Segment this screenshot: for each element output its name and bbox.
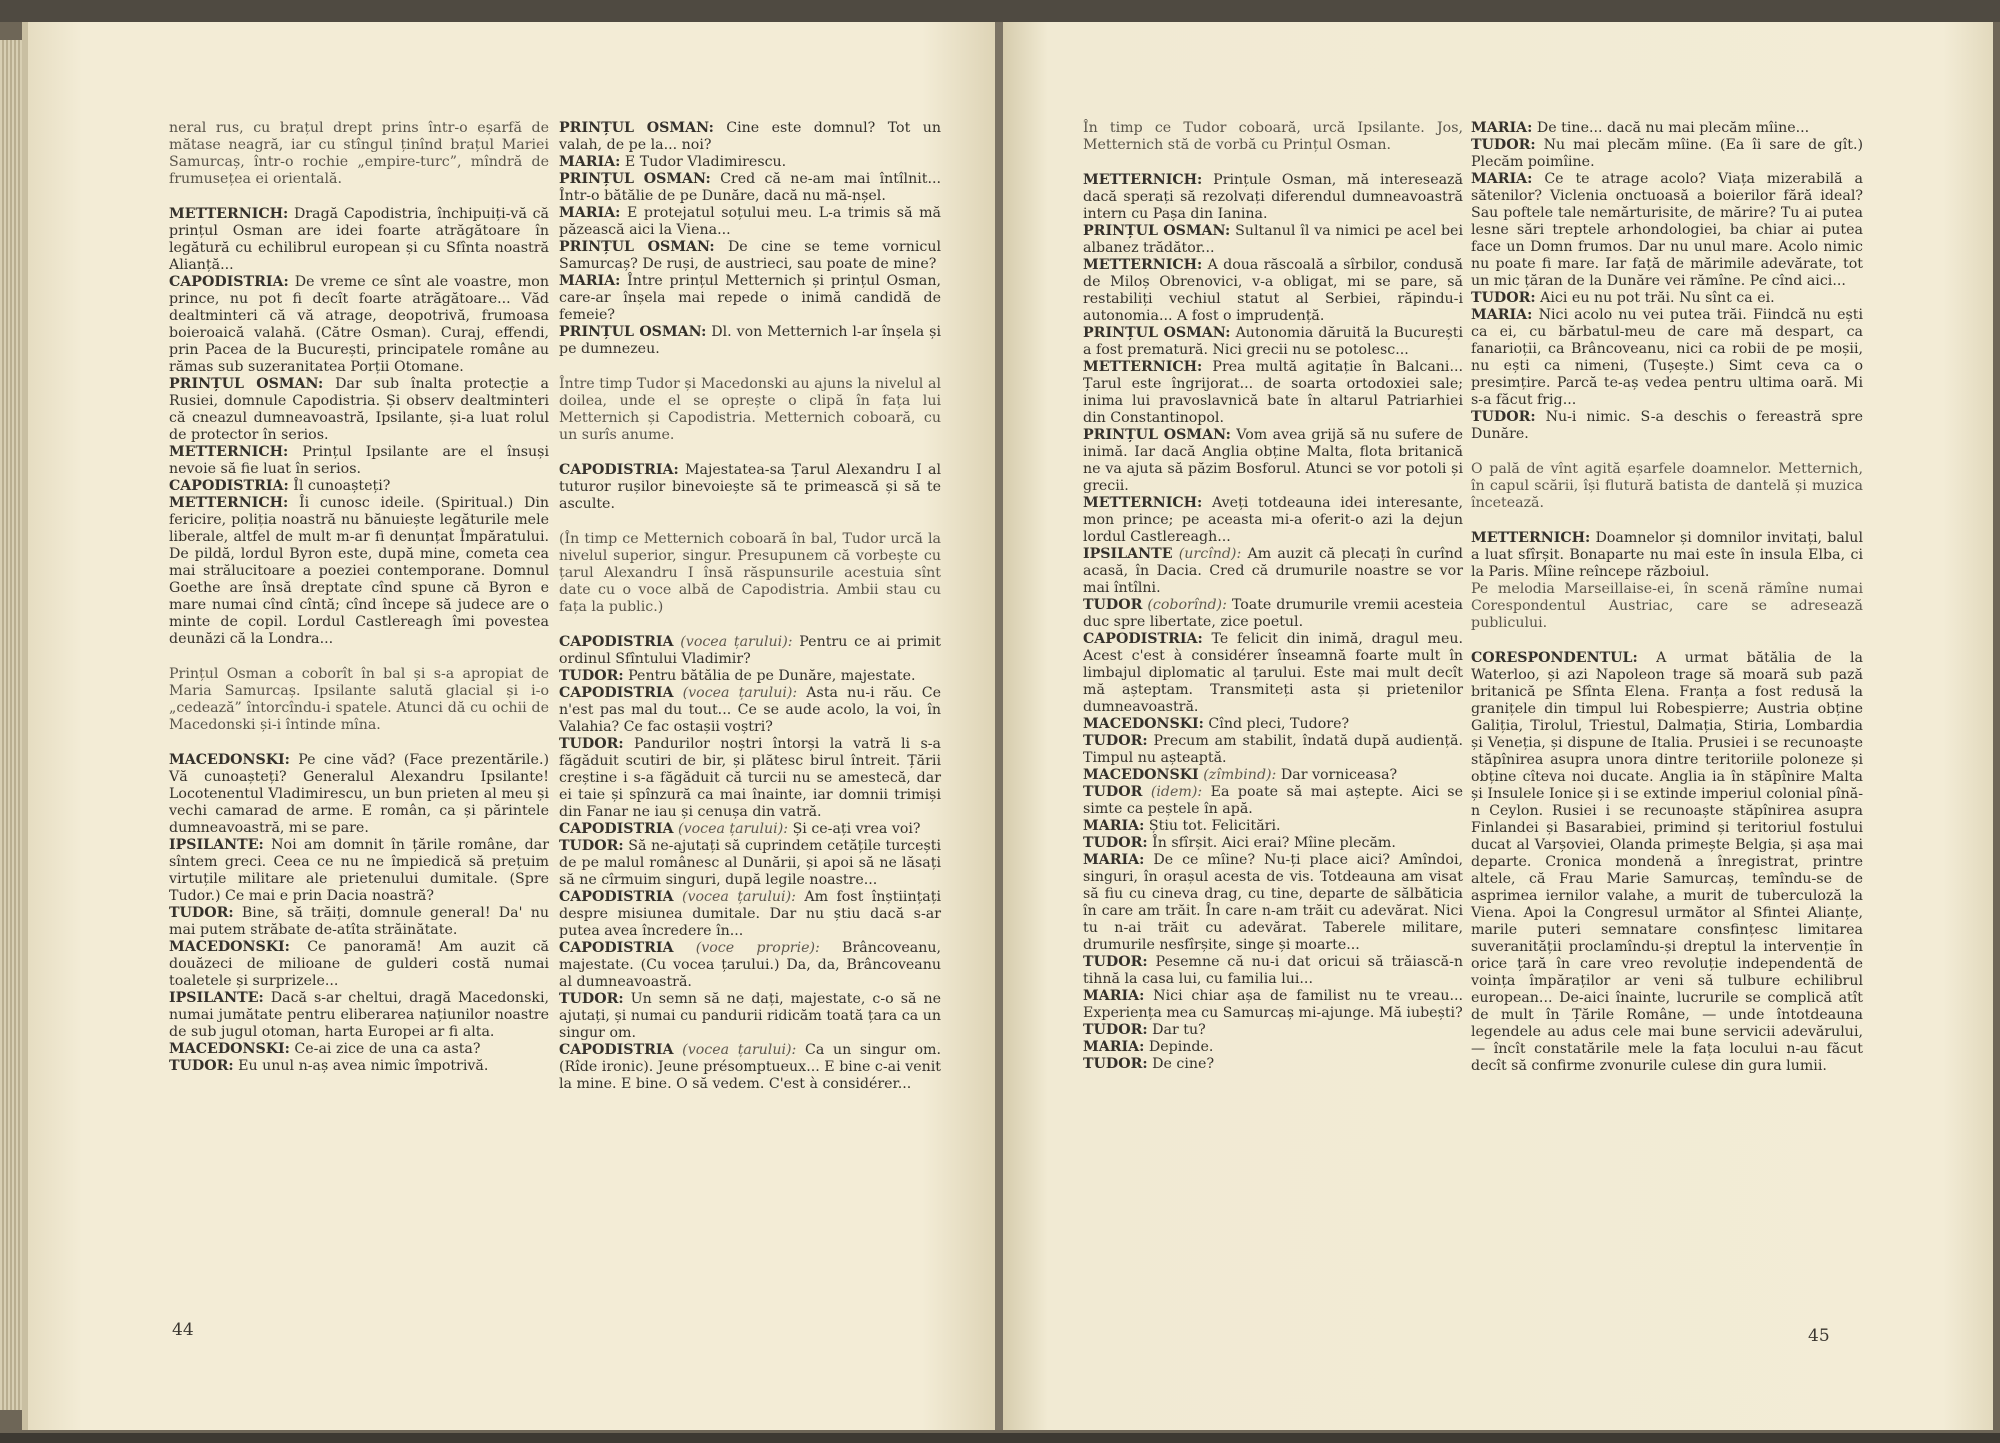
dialogue-line — [559, 736, 941, 821]
speaker-name: TUDOR: — [559, 736, 624, 752]
dialogue-line — [169, 444, 549, 478]
dialogue-text: Cred că ne-am mai întîlnit... Într-o bătălie de pe Dunăre, dacă nu mă-nșel. — [559, 171, 941, 204]
dialogue-line — [1471, 171, 1863, 290]
dialogue-line — [1083, 427, 1463, 495]
dialogue-text: De tine... dacă nu mai plecăm mîine... — [1536, 120, 1810, 136]
dialogue-text: Și ce-ați vrea voi? — [792, 821, 921, 837]
dialogue-text: Bine, să trăiți, domnule general! Da' nu mai putem străbate de-atîta străinătate. — [169, 905, 549, 938]
speaker-name: MARIA: — [1471, 171, 1533, 187]
dialogue-line — [169, 1058, 549, 1075]
dialogue-line — [169, 274, 549, 376]
dialogue-line — [1083, 597, 1463, 631]
left-page — [22, 22, 997, 1430]
dialogue-text: Nici acolo nu vei putea trăi. Fiindcă nu ești ca ei, cu bărbatul-meu de care mă despart, ca fanarioții, ca Brâncoveanu, nici ca robii de pe moșii, nu ești ca nimeni, (Tușește.) Simt ceva ca o presimțire. Parcă te-aș vedea pentru ultima oară. Mi s-a făcut frig... — [1471, 307, 1864, 408]
speaker-name: PRINȚUL OSMAN: — [1083, 427, 1231, 443]
dialogue-line — [1471, 409, 1863, 443]
dialogue-line — [1083, 818, 1463, 835]
stage-direction-text: Pe melodia Marseillaise-ei, în scenă rămîne numai Corespondentul Austriac, care se adresează publicului. — [1471, 581, 1863, 631]
speaker-name: TUDOR: — [1471, 409, 1536, 425]
right-page — [1003, 22, 1993, 1430]
speaker-name: MACEDONSKI: — [1083, 716, 1204, 732]
dialogue-text: Dacă s-ar cheltui, dragă Macedonski, numai jumătate pentru eliberarea națiunilor noastre de sub jugul otoman, harta Europei ar fi alta. — [169, 990, 549, 1040]
dialogue-text: Majestatea-sa Țarul Alexandru I al tuturor rușilor binevoiește să te primească și să te asculte. — [559, 462, 942, 512]
dialogue-line — [559, 634, 941, 668]
dialogue-text: Am fost înștiințați despre misiunea dumitale. Dar nu știu dacă s-ar putea avea încredere în... — [559, 889, 942, 939]
speaker-name: MACEDONSKI: — [169, 1041, 290, 1057]
dialogue-text: Nu mai plecăm mîine. (Ea îi sare de gît.) Plecăm poimîine. — [1471, 137, 1863, 170]
speaker-name: TUDOR: — [1471, 137, 1536, 153]
speaker-name: METTERNICH: — [169, 444, 289, 460]
dialogue-line — [1083, 988, 1463, 1022]
dialogue-text: Nu-i nimic. S-a deschis o fereastră spre Dunăre. — [1471, 409, 1863, 442]
speaker-name: CAPODISTRIA: — [169, 478, 289, 494]
page-edges — [0, 40, 22, 1410]
speaker-name: PRINȚUL OSMAN: — [169, 376, 324, 392]
dialogue-line — [1471, 290, 1863, 307]
dialogue-line — [559, 239, 941, 273]
dialogue-line — [559, 991, 941, 1042]
stage-direction-text: (În timp ce Metternich coboară în bal, Tudor urcă la nivelul superior, singur. Presupunem că vorbește cu țarul Alexandru I însă răspunsurile acestuia sînt date cu o voce albă de Capodistria. Ambii stau cu fața la public.) — [559, 531, 941, 615]
speaker-name: MARIA: — [1083, 852, 1145, 868]
speaker-direction: (idem): — [1150, 784, 1203, 800]
dialogue-text: Pentru bătălia de pe Dunăre, majestate. — [628, 668, 916, 684]
dialogue-text: Prințul Ipsilante are el însuși nevoie să fie luat în serios. — [169, 444, 549, 477]
dialogue-line — [169, 478, 549, 495]
speaker-direction: (vocea țarului): — [682, 685, 798, 701]
dialogue-text: Prea multă agitație în Balcani... Țarul este îngrijorat... de soarta ortodoxiei sale; inima lui pravoslavnică bate în altarul Patriarhiei din Constantinopol. — [1083, 359, 1463, 426]
dialogue-line — [169, 376, 549, 444]
left-page-column-2 — [559, 120, 941, 1093]
speaker-name: PRINȚUL OSMAN: — [559, 120, 714, 136]
speaker-name: TUDOR: — [1083, 1056, 1148, 1072]
dialogue-text: Asta nu-i rău. Ce n'est pas mal du tout... Ce se aude acolo, la voi, în Valahia? Ce fac ostașii voștri? — [559, 685, 941, 735]
dialogue-text: Eu unul n-aș avea nimic împotrivă. — [238, 1058, 489, 1074]
speaker-direction: (urcînd): — [1178, 546, 1242, 562]
dialogue-line — [169, 837, 549, 905]
dialogue-line — [1471, 307, 1863, 409]
speaker-name: PRINȚUL OSMAN: — [559, 324, 707, 340]
dialogue-line — [169, 939, 549, 990]
speaker-name: TUDOR: — [169, 905, 234, 921]
dialogue-line — [1083, 546, 1463, 597]
dialogue-text: Un semn să ne dați, majestate, c-o să ne ajutați, și numai cu pandurii ridicăm toată țara ca un singur om. — [559, 991, 941, 1041]
speaker-name: CAPODISTRIA — [559, 634, 674, 650]
dialogue-text: De cine? — [1152, 1056, 1215, 1072]
dialogue-line — [559, 324, 941, 358]
dialogue-line — [1083, 359, 1463, 427]
dialogue-line — [1083, 631, 1463, 716]
dialogue-text: Ca un singur om. (Rîde ironic). Jeune présomptueux... E bine c-ai venit la mine. E bine. O să vedem. C'est à considérer... — [559, 1042, 941, 1092]
dialogue-text: Autonomia dăruită la București a fost prematură. Nici grecii nu se potolesc... — [1083, 325, 1464, 358]
dialogue-line — [169, 905, 549, 939]
book-cover-top — [0, 0, 2000, 22]
dialogue-text: Nici chiar așa de familist nu te vreau... Experiența mea cu Samurcaș mi-ajunge. Mă iubești? — [1083, 988, 1463, 1021]
dialogue-line — [559, 120, 941, 154]
dialogue-text: Cine este domnul? Tot un valah, de pe la... noi? — [559, 120, 941, 153]
left-page-column-1 — [169, 120, 549, 1075]
dialogue-line — [559, 1042, 941, 1093]
dialogue-text: În sfîrșit. Aici erai? Mîine plecăm. — [1152, 835, 1396, 851]
dialogue-text: Doamnelor și domnilor invitați, balul a luat sfîrșit. Bonaparte nu mai este în insula Elba, ci la Paris. Mîine reîncepe războiul. — [1471, 530, 1863, 580]
stage-direction — [559, 531, 941, 616]
speaker-name: CORESPONDENTUL: — [1471, 650, 1638, 666]
speaker-name: MARIA: — [1471, 120, 1533, 136]
dialogue-line — [1083, 1022, 1463, 1039]
dialogue-line — [1083, 172, 1463, 223]
dialogue-text: Precum am stabilit, îndată după audiență. Timpul nu așteaptă. — [1083, 733, 1463, 766]
dialogue-text: Brâncoveanu, majestate. (Cu vocea țarului.) Da, da, Brâncoveanu al dumneavoastră. — [559, 940, 941, 990]
dialogue-text: A urmat bătălia de la Waterloo, și azi Napoleon trage să moară sub pază britanică pe Sfînta Elena. Franța a fost redusă la granițele din timpul lui Robespierre; Austria obține Galiția, Tirolul, Triestul, Dalmația, Stiria, Lombardia și Veneția, și dispune de Italia. Prusiei i se recunoaște stăpînirea asupra unora dintre teritoriile poloneze și obține cîteva noi ducate. Anglia ia în stăpînire Malta și Insulele Ionice și i se extinde imperiul colonial pînă-n Ceylon. Rusiei i se recunoaște stăpînirea asupra Finlandei și Basarabiei, primind și teritoriul fostului ducat al Varșoviei, Olanda primește Belgia, și așa mai departe. Cronica mondenă a înregistrat, printre altele, că Frau Marie Samurcaș, temîndu-se de asprimea iernilor valahe, a murit de tuberculoză la Viena. Apoi la Congresul următor al Sfintei Alianțe, marile puteri semnatare consfințesc limitarea suveranității proclamîndu-și dreptul la intervenție în orice țară în care vreo revoluție independentă de voința împăraților ar veni să tulbure echilibrul european... De-aici înainte, lucrurile se complică atît de mult în Țările Române, — unde întotdeauna legendele au adus cele mai bune servicii adevărului, — încît constatările mele la fața locului n-au făcut decît să confirme zvonurile culese din gura lumii. — [1471, 650, 1863, 1074]
speaker-name: TUDOR — [1083, 784, 1143, 800]
speaker-name: IPSILANTE: — [169, 990, 264, 1006]
dialogue-text: Noi am domnit în țările române, dar sîntem greci. Ceea ce nu ne împiedică să prețuim virtuțile militare ale prietenului dumitale. (Spre Tudor.) Ce mai e prin Dacia noastră? — [169, 837, 549, 904]
speaker-name: MARIA: — [559, 154, 621, 170]
dialogue-text: Dl. von Metternich l-ar înșela și pe dumnezeu. — [559, 324, 941, 357]
dialogue-text: Aveți totdeauna idei interesante, mon prince; pe aceasta mi-a oferit-o azi la dejun lordul Castlereagh... — [1083, 495, 1463, 545]
dialogue-line — [1083, 1039, 1463, 1056]
dialogue-text: A doua răscoală a sîrbilor, condusă de Miloș Obrenovici, v-a obligat, mi se pare, să restabiliți vechiul statut al Serbiei, răpindu-i autonomia... A fost o imprudență. — [1083, 257, 1463, 324]
speaker-direction: (vocea țarului): — [682, 1042, 797, 1058]
speaker-name: METTERNICH: — [1083, 359, 1203, 375]
dialogue-text: E protejatul soțului meu. L-a trimis să mă păzească aici la Viena... — [559, 205, 942, 238]
dialogue-line — [559, 889, 941, 940]
speaker-name: CAPODISTRIA: — [559, 462, 679, 478]
dialogue-text: Îi cunosc ideile. (Spiritual.) Din fericire, poliția noastră nu bănuiește legăturile mele liberale, altfel de mult m-ar fi denunțat Împăratului. De pildă, lordul Byron este, după mine, cometa cea mai strălucitoare a poeziei contemporane. Domnul Goethe are însă dreptate cînd spune că Byron e mare numai cînd cîntă; cînd începe să judece are o minte de copil. Lordul Castlereagh îmi povestea deunăzi că la Londra... — [169, 495, 549, 647]
speaker-name: METTERNICH: — [169, 206, 289, 222]
speaker-name: MARIA: — [1083, 818, 1145, 834]
speaker-name: MACEDONSKI — [1083, 767, 1199, 783]
speaker-name: TUDOR: — [1083, 1022, 1148, 1038]
dialogue-text: De cine se teme vornicul Samurcaș? De ruși, de austrieci, sau poate de mine? — [559, 239, 941, 272]
dialogue-line — [559, 205, 941, 239]
dialogue-text: Aici eu nu pot trăi. Nu sînt ca ei. — [1540, 290, 1775, 306]
speaker-direction: (vocea țarului): — [681, 889, 796, 905]
speaker-name: IPSILANTE: — [169, 837, 264, 853]
dialogue-text: Sultanul îl va nimici pe acel bei albanez trădător... — [1083, 223, 1463, 256]
speaker-direction: (vocea țarului): — [680, 634, 793, 650]
stage-direction-text: În timp ce Tudor coboară, urcă Ipsilante. Jos, Metternich stă de vorbă cu Prințul Osman. — [1083, 120, 1463, 153]
speaker-name: METTERNICH: — [169, 495, 289, 511]
dialogue-text: Pandurilor noștri întorși la vatră li s-a făgăduit scutiri de bir, și plătesc birul întreit. Țării creștine i s-a făgăduit că turcii nu se amestecă, dar ei taie și spînzură ca mai înainte, iar domnii trimiși din Fanar ne iau și cenușa din vatră. — [559, 736, 941, 820]
dialogue-text: Depinde. — [1148, 1039, 1214, 1055]
speaker-name: CAPODISTRIA — [559, 889, 674, 905]
stage-direction-text: O pală de vînt agită eșarfele doamnelor. Metternich, în capul scării, își flutură batista de dantelă și muzica încetează. — [1471, 461, 1863, 511]
dialogue-text: Între prințul Metternich și prințul Osman, care-ar înșela mai repede o inimă candidă de femeie? — [559, 273, 941, 323]
speaker-name: TUDOR: — [1471, 290, 1536, 306]
dialogue-text: De ce mîine? Nu-ți place aici? Amîndoi, singuri, în orașul acesta de vis. Totdeauna am visat să fiu cu cineva drag, cu tine, departe de sălbăticia în care am trăit. În care n-am trăit cu adevărat. Nici tu n-ai trăit cu adevărat. Taberele militare, drumurile nesfîrșite, singe și moarte... — [1083, 852, 1463, 953]
dialogue-text: Prințule Osman, mă interesează dacă sperați să rezolvați diferendul dumneavoastră intern cu Pașa din Ianina. — [1083, 172, 1463, 222]
speaker-name: METTERNICH: — [1083, 172, 1203, 188]
stage-direction — [559, 376, 941, 444]
stage-direction — [169, 666, 549, 734]
dialogue-line — [559, 685, 941, 736]
dialogue-text: Pe cine văd? (Face prezentările.) Vă cunoașteți? Generalul Alexandru Ipsilante! Locotenentul Vladimirescu, un bun prieten al meu și vechi camarad de arme. E român, ca și părintele dumneavoastră, mi se pare. — [169, 752, 550, 836]
dialogue-text: Îl cunoașteți? — [293, 478, 391, 494]
speaker-name: TUDOR: — [1083, 954, 1148, 970]
dialogue-line — [169, 1041, 549, 1058]
dialogue-line — [1083, 325, 1463, 359]
speaker-name: CAPODISTRIA: — [169, 274, 289, 290]
speaker-name: TUDOR: — [169, 1058, 234, 1074]
dialogue-line — [169, 752, 549, 837]
speaker-direction: (coborînd): — [1147, 597, 1227, 613]
speaker-name: TUDOR — [1083, 597, 1143, 613]
dialogue-line — [559, 940, 941, 991]
dialogue-text: Dar sub înalta protecție a Rusiei, domnule Capodistria. Și observ dealtminteri că cneazul dumneavoastră, Ipsilante, și-a luat rolul de protector în serios. — [169, 376, 549, 443]
dialogue-text: Toate drumurile vremii acesteia duc spre libertate, zice poetul. — [1083, 597, 1463, 630]
stage-direction — [1083, 120, 1463, 154]
speaker-name: PRINȚUL OSMAN: — [1083, 223, 1231, 239]
dialogue-line — [1083, 223, 1463, 257]
speaker-name: CAPODISTRIA — [559, 685, 674, 701]
stage-direction-text: Între timp Tudor și Macedonski au ajuns la nivelul al doilea, unde el se oprește o clipă în fața lui Metternich și Capodistria. Metternich coboară, cu un surîs anume. — [559, 376, 941, 443]
speaker-name: PRINȚUL OSMAN: — [559, 239, 715, 255]
speaker-name: MACEDONSKI: — [169, 752, 290, 768]
dialogue-text: Dar tu? — [1152, 1022, 1206, 1038]
dialogue-text: Știu tot. Felicitări. — [1148, 818, 1281, 834]
speaker-name: CAPODISTRIA — [559, 1042, 674, 1058]
speaker-name: MARIA: — [1471, 307, 1533, 323]
dialogue-line — [1083, 1056, 1463, 1073]
right-page-column-2 — [1471, 120, 1863, 1075]
speaker-name: TUDOR: — [559, 991, 624, 1007]
dialogue-line — [169, 206, 549, 274]
dialogue-line — [1083, 495, 1463, 546]
speaker-name: MARIA: — [559, 205, 621, 221]
stage-direction — [1471, 461, 1863, 512]
dialogue-line — [559, 273, 941, 324]
dialogue-line — [1471, 137, 1863, 171]
speaker-name: CAPODISTRIA — [559, 940, 674, 956]
speaker-name: TUDOR: — [559, 668, 624, 684]
speaker-name: CAPODISTRIA — [559, 821, 674, 837]
dialogue-text: Pesemne că nu-i dat oricui să trăiască-n tihnă la casa lui, cu familia lui... — [1083, 954, 1463, 987]
dialogue-text: Ce te atrage acolo? Viața mizerabilă a sătenilor? Viclenia onctuoasă a boierilor fără ideal? Sau poftele tale nemărturisite, de mărire? Tu ai putea lesne sări treptele arhondologiei, ba chiar ai putea face un Domn frumos. Dar nu unul mare. Acolo nimic nu poate fi mare. Iar față de mărimile adevărate, tot un mic țăran de la Dunăre vei rămîne. Pe cînd aici... — [1471, 171, 1863, 289]
dialogue-line — [559, 668, 941, 685]
speaker-name: MARIA: — [1083, 1039, 1145, 1055]
speaker-name: METTERNICH: — [1083, 257, 1203, 273]
speaker-name: MARIA: — [1083, 988, 1145, 1004]
dialogue-line — [1083, 767, 1463, 784]
dialogue-text: Pentru ce ai primit ordinul Sfîntului Vladimir? — [559, 634, 941, 667]
dialogue-text: Ce panoramă! Am auzit că douăzeci de milioane de gulderi costă numai toaletele și surprizele... — [169, 939, 550, 989]
stage-direction-text: Prințul Osman a coborît în bal și s-a apropiat de Maria Samurcaș. Ipsilante salută glacial și i-o „cedează” întorcîndu-i spatele. Atunci dă cu ochii de Macedonski și-i întinde mîna. — [169, 666, 549, 733]
dialogue-line — [1083, 716, 1463, 733]
dialogue-line — [559, 154, 941, 171]
speaker-name: IPSILANTE — [1083, 546, 1173, 562]
stage-direction-text: neral rus, cu brațul drept prins într-o eșarfă de mătase neagră, iar cu stîngul ținînd brațul Mariei Samurcaș, într-o rochie „empire-turc”, mîndră de frumusețea ei orientală. — [169, 120, 549, 187]
dialogue-line — [1471, 530, 1863, 581]
speaker-direction: (vocea țarului): — [678, 821, 789, 837]
dialogue-line — [559, 171, 941, 205]
dialogue-line — [1083, 835, 1463, 852]
speaker-name: METTERNICH: — [1083, 495, 1203, 511]
dialogue-text: Cînd pleci, Tudore? — [1208, 716, 1350, 732]
dialogue-text: Dar vorniceasa? — [1280, 767, 1398, 783]
dialogue-text: Ce-ai zice de una ca asta? — [294, 1041, 481, 1057]
speaker-name: TUDOR: — [559, 838, 624, 854]
speaker-name: METTERNICH: — [1471, 530, 1591, 546]
dialogue-line — [559, 838, 941, 889]
dialogue-text: Am auzit că plecați în curînd acasă, în Dacia. Cred că drumurile noastre se vor mai întîlni. — [1083, 546, 1463, 596]
dialogue-line — [169, 990, 549, 1041]
stage-direction — [169, 120, 549, 188]
page-number: 45 — [1808, 1326, 1830, 1346]
dialogue-line — [169, 495, 549, 648]
page-number: 44 — [172, 1320, 194, 1340]
speaker-direction: (voce proprie): — [695, 940, 820, 956]
dialogue-text: Să ne-ajutați să cuprindem cetățile turcești de pe malul românesc al Dunării, și apoi să ne lăsați să ne cîrmuim singuri, după legile noastre... — [559, 838, 941, 888]
book-cover-bottom — [0, 1433, 2000, 1443]
speaker-name: PRINȚUL OSMAN: — [559, 171, 711, 187]
dialogue-text: De vreme ce sînt ale voastre, mon prince, nu pot fi decît foarte atrăgătoare... Văd dealtminteri că vă atrage, deopotrivă, frumoasa boieroaică valahă. (Către Osman). Curaj, effendi, prin Pacea de la București, principatele române au rămas sub suzeranitatea Porții Otomane. — [169, 274, 549, 375]
dialogue-line — [1083, 733, 1463, 767]
dialogue-text: Te felicit din inimă, dragul meu. Acest c'est à considérer înseamnă foarte mult în limbajul diplomatic al țarului. Este mai mult decît mă așteptam. Transmiteți asta și prietenilor dumneavoastră. — [1083, 631, 1463, 715]
dialogue-line — [1083, 257, 1463, 325]
dialogue-line — [1083, 954, 1463, 988]
speaker-name: TUDOR: — [1083, 835, 1148, 851]
dialogue-line — [559, 821, 941, 838]
speaker-name: PRINȚUL OSMAN: — [1083, 325, 1231, 341]
dialogue-line — [1471, 650, 1863, 1075]
right-page-column-1 — [1083, 120, 1463, 1073]
speaker-name: TUDOR: — [1083, 733, 1148, 749]
speaker-name: MARIA: — [559, 273, 621, 289]
dialogue-text: Vom avea grijă să nu sufere de inimă. Iar dacă Anglia obține Malta, flota britanică ne va ajuta să păzim Bosforul. Atunci se vor potoli și grecii. — [1083, 427, 1463, 494]
dialogue-line — [559, 462, 941, 513]
speaker-direction: (zîmbind): — [1203, 767, 1277, 783]
dialogue-line — [1083, 784, 1463, 818]
dialogue-line — [1083, 852, 1463, 954]
dialogue-text: Ea poate să mai aștepte. Aici se simte ca peștele în apă. — [1083, 784, 1463, 817]
dialogue-text: E Tudor Vladimirescu. — [624, 154, 787, 170]
speaker-name: CAPODISTRIA: — [1083, 631, 1203, 647]
stage-direction — [1471, 581, 1863, 632]
dialogue-line — [1471, 120, 1863, 137]
speaker-name: MACEDONSKI: — [169, 939, 290, 955]
dialogue-text: Dragă Capodistria, închipuiți-vă că prințul Osman are idei foarte atrăgătoare în legătură cu echilibrul european și cu Sfînta noastră Alianță... — [169, 206, 549, 273]
